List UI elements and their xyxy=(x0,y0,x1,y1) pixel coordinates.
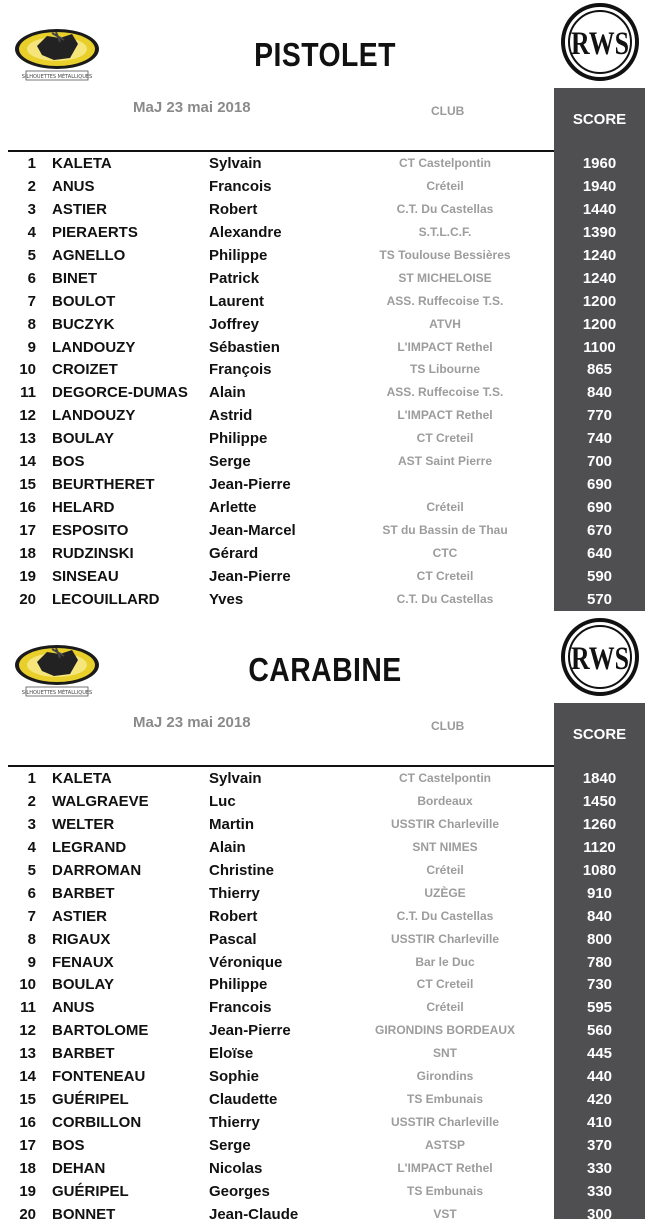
last-name-cell: ANUS xyxy=(52,177,95,195)
club-cell: TS Libourne xyxy=(410,362,480,377)
first-name-cell: Thierry xyxy=(209,1114,260,1132)
score-cell: 1120 xyxy=(583,838,616,856)
last-name-cell: LANDOUZY xyxy=(52,407,136,425)
rank-cell: 13 xyxy=(19,430,36,448)
score-cell: 570 xyxy=(586,590,613,608)
first-name-cell: Serge xyxy=(209,453,251,471)
club-cell: CT Creteil xyxy=(416,431,474,446)
score-cell: 595 xyxy=(586,999,613,1017)
rank-cell: 12 xyxy=(19,407,36,425)
table-row xyxy=(0,473,650,496)
score-cell: 1100 xyxy=(583,338,616,356)
table-row xyxy=(0,1157,650,1180)
last-name-cell: WELTER xyxy=(52,815,115,833)
last-name-cell: LEGRAND xyxy=(52,838,127,856)
table-row xyxy=(0,1042,650,1065)
table-row xyxy=(0,767,650,790)
page-title: PISTOLET xyxy=(254,36,396,73)
rank-cell: 4 xyxy=(27,223,36,241)
table-row xyxy=(0,813,650,836)
score-cell: 420 xyxy=(586,1091,613,1109)
score-cell: 910 xyxy=(586,884,613,902)
club-cell: CT Castelpontin xyxy=(399,771,491,785)
last-name-cell: GUÉRIPEL xyxy=(52,1182,129,1200)
table-row xyxy=(0,358,650,381)
last-name-cell: KALETA xyxy=(52,155,112,172)
last-name-cell: BOS xyxy=(52,1137,85,1154)
score-cell: 690 xyxy=(586,499,613,517)
last-name-cell: ESPOSITO xyxy=(52,522,129,539)
score-cell: 640 xyxy=(586,544,613,562)
rank-cell: 16 xyxy=(19,1114,36,1132)
first-name-cell: Jean-Pierre xyxy=(209,476,291,494)
score-cell: 1240 xyxy=(582,269,617,287)
table-row xyxy=(0,267,650,290)
club-cell: VST xyxy=(433,1206,457,1221)
club-cell: CTC xyxy=(432,545,458,560)
rank-cell: 8 xyxy=(27,315,36,333)
first-name-cell: Nicolas xyxy=(209,1159,263,1177)
rank-cell: 9 xyxy=(27,953,36,971)
score-cell: 690 xyxy=(586,476,613,494)
last-name-cell: BEURTHERET xyxy=(52,476,155,494)
club-cell: ASS. Ruffecoise T.S. xyxy=(386,385,504,400)
rank-cell: 1 xyxy=(27,770,36,787)
page-title: CARABINE xyxy=(248,651,402,688)
last-name-cell: WALGRAEVE xyxy=(52,792,149,810)
score-cell: 1840 xyxy=(582,770,617,787)
last-name-cell: ASTIER xyxy=(52,200,108,218)
last-name-cell: BOULAY xyxy=(52,976,114,994)
club-cell: CT Creteil xyxy=(416,977,474,992)
club-cell: Girondins xyxy=(416,1069,474,1084)
score-cell: 560 xyxy=(586,1022,613,1040)
table-row xyxy=(0,928,650,951)
table-row xyxy=(0,244,650,267)
rank-cell: 7 xyxy=(27,292,36,310)
last-name-cell: CORBILLON xyxy=(52,1114,142,1132)
club-cell: USSTIR Charleville xyxy=(390,931,500,946)
ranking-table xyxy=(0,152,650,611)
table-row xyxy=(0,565,650,588)
score-cell: 1390 xyxy=(582,223,617,241)
table-row xyxy=(0,1134,650,1157)
club-cell: USSTIR Charleville xyxy=(390,816,500,831)
rank-cell: 6 xyxy=(27,884,36,902)
score-cell: 440 xyxy=(586,1068,613,1086)
rank-cell: 5 xyxy=(27,861,36,879)
first-name-cell: François xyxy=(209,361,272,379)
last-name-cell: FENAUX xyxy=(52,953,114,971)
club-cell: TS Toulouse Bessières xyxy=(379,247,511,262)
first-name-cell: Georges xyxy=(209,1182,270,1200)
last-name-cell: BARBET xyxy=(52,884,115,902)
table-row xyxy=(0,1065,650,1088)
first-name-cell: Philippe xyxy=(209,430,268,448)
club-cell: TS Embunais xyxy=(406,1183,483,1198)
first-name-cell: Alain xyxy=(209,384,246,402)
last-name-cell: ANUS xyxy=(52,999,95,1017)
rank-cell: 10 xyxy=(19,361,36,379)
first-name-cell: Jean-Pierre xyxy=(209,1022,291,1040)
club-cell: L'IMPACT Rethel xyxy=(397,339,493,354)
last-name-cell: GUÉRIPEL xyxy=(52,1091,129,1109)
section-carabine xyxy=(0,615,650,1223)
table-row xyxy=(0,427,650,450)
last-name-cell: BONNET xyxy=(52,1205,116,1223)
rank-cell: 7 xyxy=(27,907,36,925)
table-row xyxy=(0,1180,650,1203)
club-cell: Créteil xyxy=(426,1000,464,1015)
rank-cell: 11 xyxy=(20,999,36,1017)
table-row xyxy=(0,175,650,198)
last-name-cell: RIGAUX xyxy=(52,930,111,948)
club-cell: Bordeaux xyxy=(417,793,473,808)
first-name-cell: Laurent xyxy=(209,292,265,310)
score-cell: 1200 xyxy=(582,292,617,310)
rank-cell: 19 xyxy=(19,1182,36,1200)
first-name-cell: Luc xyxy=(209,792,236,810)
rank-cell: 4 xyxy=(27,838,36,856)
club-cell: ASTSP xyxy=(424,1138,465,1152)
update-date: MaJ 23 mai 2018 xyxy=(133,714,251,731)
club-cell: GIRONDINS BORDEAUX xyxy=(374,1023,515,1038)
score-cell: 330 xyxy=(586,1182,613,1200)
score-column-header: SCORE xyxy=(572,111,627,128)
last-name-cell: DEGORCE-DUMAS xyxy=(52,384,188,402)
first-name-cell: Jean-Claude xyxy=(209,1205,299,1223)
score-cell: 300 xyxy=(586,1205,613,1223)
score-cell: 445 xyxy=(586,1045,613,1063)
club-cell: C.T. Du Castellas xyxy=(396,908,494,923)
first-name-cell: Philippe xyxy=(209,246,268,264)
table-row xyxy=(0,381,650,404)
first-name-cell: Philippe xyxy=(209,976,268,994)
score-cell: 740 xyxy=(586,430,613,448)
table-row xyxy=(0,542,650,565)
table-row xyxy=(0,996,650,1019)
first-name-cell: Véronique xyxy=(209,953,283,971)
last-name-cell: LECOUILLARD xyxy=(52,590,160,608)
club-cell: USSTIR Charleville xyxy=(390,1115,500,1130)
score-cell: 730 xyxy=(586,976,613,994)
rank-cell: 12 xyxy=(19,1022,36,1040)
table-row xyxy=(0,198,650,221)
last-name-cell: DEHAN xyxy=(52,1159,106,1177)
score-cell: 330 xyxy=(586,1159,613,1177)
last-name-cell: HELARD xyxy=(52,499,115,517)
first-name-cell: Alain xyxy=(209,838,246,856)
score-cell: 840 xyxy=(586,384,613,402)
last-name-cell: KALETA xyxy=(52,770,112,787)
rank-cell: 8 xyxy=(27,930,36,948)
table-row xyxy=(0,496,650,519)
club-cell: SNT NIMES xyxy=(412,839,478,854)
last-name-cell: ASTIER xyxy=(52,907,108,925)
table-row xyxy=(0,882,650,905)
last-name-cell: BOULOT xyxy=(52,292,116,310)
first-name-cell: Sébastien xyxy=(209,338,280,356)
last-name-cell: FONTENEAU xyxy=(52,1068,146,1086)
table-row xyxy=(0,973,650,996)
score-cell: 840 xyxy=(586,907,613,925)
table-row xyxy=(0,1019,650,1042)
table-row xyxy=(0,1088,650,1111)
table-row xyxy=(0,905,650,928)
first-name-cell: Thierry xyxy=(209,884,260,902)
first-name-cell: Jean-Marcel xyxy=(209,522,296,539)
first-name-cell: Robert xyxy=(209,200,258,218)
table-row xyxy=(0,588,650,611)
first-name-cell: Gérard xyxy=(209,544,259,562)
last-name-cell: BINET xyxy=(52,269,97,287)
club-cell: TS Embunais xyxy=(406,1092,483,1107)
club-cell: ASS. Ruffecoise T.S. xyxy=(386,293,504,308)
last-name-cell: SINSEAU xyxy=(52,567,119,585)
first-name-cell: Arlette xyxy=(209,499,257,517)
last-name-cell: BOS xyxy=(52,453,85,471)
club-cell: C.T. Du Castellas xyxy=(396,201,494,216)
first-name-cell: Sylvain xyxy=(209,770,262,787)
table-row xyxy=(0,290,650,313)
score-cell: 410 xyxy=(586,1114,613,1132)
first-name-cell: Sylvain xyxy=(209,155,262,172)
table-row xyxy=(0,450,650,473)
club-cell: CT Creteil xyxy=(416,568,474,583)
rws-logo xyxy=(556,617,644,697)
rws-logo xyxy=(556,2,644,82)
score-cell: 590 xyxy=(586,567,613,585)
last-name-cell: BARBET xyxy=(52,1045,115,1063)
score-column-header: SCORE xyxy=(572,726,627,743)
last-name-cell: RUDZINSKI xyxy=(52,544,134,562)
rank-cell: 14 xyxy=(19,1068,36,1086)
rank-cell: 20 xyxy=(19,1205,36,1223)
first-name-cell: Astrid xyxy=(209,407,253,425)
club-cell: UZÈGE xyxy=(424,885,466,900)
score-cell: 770 xyxy=(586,407,613,425)
first-name-cell: Patrick xyxy=(209,269,260,287)
score-cell: 670 xyxy=(586,522,613,539)
federation-caption: SILHOUETTES MÉTALLIQUES xyxy=(21,74,93,80)
score-cell: 1940 xyxy=(582,177,617,195)
first-name-cell: Serge xyxy=(209,1137,251,1154)
club-cell: C.T. Du Castellas xyxy=(396,591,494,606)
first-name-cell: Pascal xyxy=(209,930,257,948)
last-name-cell: BOULAY xyxy=(52,430,114,448)
score-cell: 370 xyxy=(586,1137,613,1154)
rank-cell: 9 xyxy=(27,338,36,356)
table-row xyxy=(0,859,650,882)
score-cell: 700 xyxy=(586,453,613,471)
rank-cell: 2 xyxy=(27,177,36,195)
first-name-cell: Robert xyxy=(209,907,258,925)
table-row xyxy=(0,790,650,813)
last-name-cell: CROIZET xyxy=(52,361,118,379)
last-name-cell: BUCZYK xyxy=(52,315,115,333)
table-row xyxy=(0,519,650,542)
first-name-cell: Martin xyxy=(209,815,254,833)
update-date: MaJ 23 mai 2018 xyxy=(133,99,251,116)
last-name-cell: BARTOLOME xyxy=(52,1022,149,1040)
last-name-cell: DARROMAN xyxy=(52,861,142,879)
score-cell: 1240 xyxy=(582,246,617,264)
last-name-cell: LANDOUZY xyxy=(52,338,136,356)
score-cell: 865 xyxy=(586,361,613,379)
table-row xyxy=(0,951,650,974)
score-cell: 1200 xyxy=(582,315,617,333)
rank-cell: 18 xyxy=(19,1159,36,1177)
first-name-cell: Francois xyxy=(209,999,272,1017)
club-cell: CT Castelpontin xyxy=(399,156,491,170)
club-column-header: CLUB xyxy=(431,104,465,118)
first-name-cell: Francois xyxy=(209,177,272,195)
rank-cell: 10 xyxy=(19,976,36,994)
last-name-cell: AGNELLO xyxy=(52,246,126,264)
rank-cell: 17 xyxy=(19,522,36,539)
table-row xyxy=(0,221,650,244)
rank-cell: 15 xyxy=(19,1091,36,1109)
club-cell: Créteil xyxy=(426,862,464,877)
score-cell: 1440 xyxy=(582,200,617,218)
club-cell: ST MICHELOISE xyxy=(398,270,492,285)
first-name-cell: Sophie xyxy=(209,1068,260,1086)
ranking-table xyxy=(0,767,650,1226)
score-cell: 780 xyxy=(586,953,613,971)
club-cell: AST Saint Pierre xyxy=(397,454,493,469)
club-cell: ATVH xyxy=(429,316,461,331)
score-cell: 1450 xyxy=(582,792,617,810)
rws-logo-text: RWS xyxy=(571,641,629,677)
table-row xyxy=(0,404,650,427)
rank-cell: 3 xyxy=(27,815,36,833)
first-name-cell: Yves xyxy=(209,590,244,608)
rank-cell: 1 xyxy=(27,155,36,172)
club-cell: Créteil xyxy=(426,500,464,515)
score-cell: 800 xyxy=(586,930,613,948)
rank-cell: 17 xyxy=(19,1137,36,1154)
rank-cell: 5 xyxy=(27,246,36,264)
rank-cell: 6 xyxy=(27,269,36,287)
score-cell: 1260 xyxy=(582,815,617,833)
club-column-header: CLUB xyxy=(431,719,465,733)
first-name-cell: Alexandre xyxy=(209,223,282,241)
club-cell: L'IMPACT Rethel xyxy=(397,408,493,423)
club-cell: SNT xyxy=(433,1046,457,1061)
first-name-cell: Christine xyxy=(209,861,275,879)
first-name-cell: Joffrey xyxy=(209,315,260,333)
rank-cell: 3 xyxy=(27,200,36,218)
first-name-cell: Jean-Pierre xyxy=(209,567,291,585)
last-name-cell: PIERAERTS xyxy=(52,223,138,241)
federation-caption: SILHOUETTES MÉTALLIQUES xyxy=(21,690,93,696)
rws-logo-text: RWS xyxy=(571,26,629,62)
table-row xyxy=(0,152,650,175)
rank-cell: 11 xyxy=(20,384,36,402)
first-name-cell: Claudette xyxy=(209,1091,278,1109)
rank-cell: 15 xyxy=(19,476,36,494)
table-row xyxy=(0,336,650,359)
table-row xyxy=(0,313,650,336)
rank-cell: 14 xyxy=(19,453,36,471)
rank-cell: 20 xyxy=(19,590,36,608)
rank-cell: 18 xyxy=(19,544,36,562)
rank-cell: 2 xyxy=(27,792,36,810)
table-row xyxy=(0,1111,650,1134)
table-row xyxy=(0,836,650,859)
first-name-cell: Eloïse xyxy=(209,1045,254,1063)
rank-cell: 13 xyxy=(19,1045,36,1063)
score-cell: 1080 xyxy=(582,861,617,879)
rank-cell: 19 xyxy=(19,567,36,585)
club-cell: Créteil xyxy=(426,178,464,193)
score-cell: 1960 xyxy=(582,155,617,172)
table-row xyxy=(0,1203,650,1226)
club-cell: Bar le Duc xyxy=(415,954,475,969)
club-cell: L'IMPACT Rethel xyxy=(397,1160,493,1175)
club-cell: S.T.L.C.F. xyxy=(418,224,472,239)
rank-cell: 16 xyxy=(19,499,36,517)
club-cell: ST du Bassin de Thau xyxy=(382,523,508,537)
